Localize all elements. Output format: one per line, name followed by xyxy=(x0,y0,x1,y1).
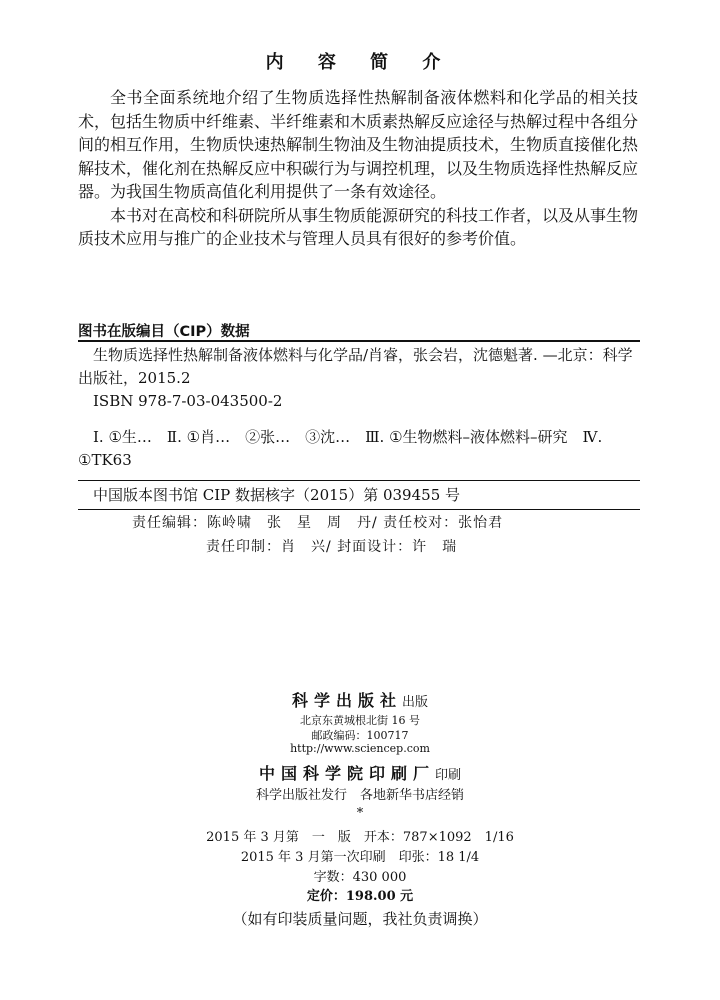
postcode: 邮政编码：100717 xyxy=(311,729,409,742)
print-line: 2015 年 3 月第一次印刷 印张：18 1/4 xyxy=(240,850,480,865)
word-count: 字数：430 000 xyxy=(313,870,407,885)
summary-paragraph-1: 全书全面系统地介绍了生物质选择性热解制备液体燃料和化学品的相关技术，包括生物质中纤维素、半纤维素和木质素热解反应途径与热解过程中各组分间的相互作用，生物质快速热解制生物油及生物油提质技术，生物质直接催化热解技术，催化剂在热解反应中积碳行为与调控机理，以及生物质选择性热解反应器。为我国生物质高值化利用提供了一条有效途径。 xyxy=(78,88,639,201)
cip-number: 中国版本图书馆 CIP 数据核字（2015）第 039455 号 xyxy=(93,486,461,504)
summary-block xyxy=(78,86,638,251)
printer-suffix: 印刷 xyxy=(435,768,462,783)
publisher-line xyxy=(0,688,720,711)
editors-line-2: 责任印制：肖 兴/ 封面设计：许 瑞 xyxy=(206,539,458,555)
publisher-suffix: 出版 xyxy=(402,695,429,710)
distribution: 科学出版社发行 各地新华书店经销 xyxy=(255,788,464,803)
cip-bottom-rule xyxy=(78,509,640,510)
printer-name: 中国科学院印刷厂 xyxy=(258,764,435,783)
isbn: ISBN 978-7-03-043500-2 xyxy=(93,392,283,410)
separator-star: * xyxy=(356,806,364,821)
editors-line-1: 责任编辑：陈岭啸 张 星 周 丹/ 责任校对：张怡君 xyxy=(132,515,504,531)
isbn-block xyxy=(78,390,638,413)
cip-entry-block xyxy=(78,344,638,390)
return-note: （如有印装质量问题，我社负责调换） xyxy=(232,910,488,928)
cip-heading: 图书在版编目（CIP）数据 xyxy=(78,324,250,340)
price: 定价：198.00 元 xyxy=(306,889,414,904)
cip-mid-rule xyxy=(78,480,640,481)
printer-line xyxy=(0,761,720,784)
summary-paragraph-2: 本书对在高校和科研院所从事生物质能源研究的科技工作者，以及从事生物质技术应用与推广的企业技术与管理人员具有很好的参考价值。 xyxy=(78,205,639,248)
website: http://www.sciencep.com xyxy=(290,742,430,755)
publisher-name: 科学出版社 xyxy=(291,691,402,710)
cip-entry: 生物质选择性热解制备液体燃料与化学品/肖睿，张会岩，沈德魁著. —北京：科学出版社，2015.2 xyxy=(78,346,633,387)
classification: Ⅰ. ①生… Ⅱ. ①肖… ②张… ③沈… Ⅲ. ①生物燃料–液体燃料–研究 Ⅳ. ①TK63 xyxy=(78,428,603,469)
edition-line: 2015 年 3 月第 一 版 开本：787×1092 1/16 xyxy=(206,830,514,845)
address: 北京东黄城根北街 16 号 xyxy=(300,714,420,727)
cip-top-rule xyxy=(78,340,640,342)
cip-number-block xyxy=(78,484,638,507)
classification-block xyxy=(78,426,638,472)
page-title: 内 容 简 介 xyxy=(265,52,455,73)
